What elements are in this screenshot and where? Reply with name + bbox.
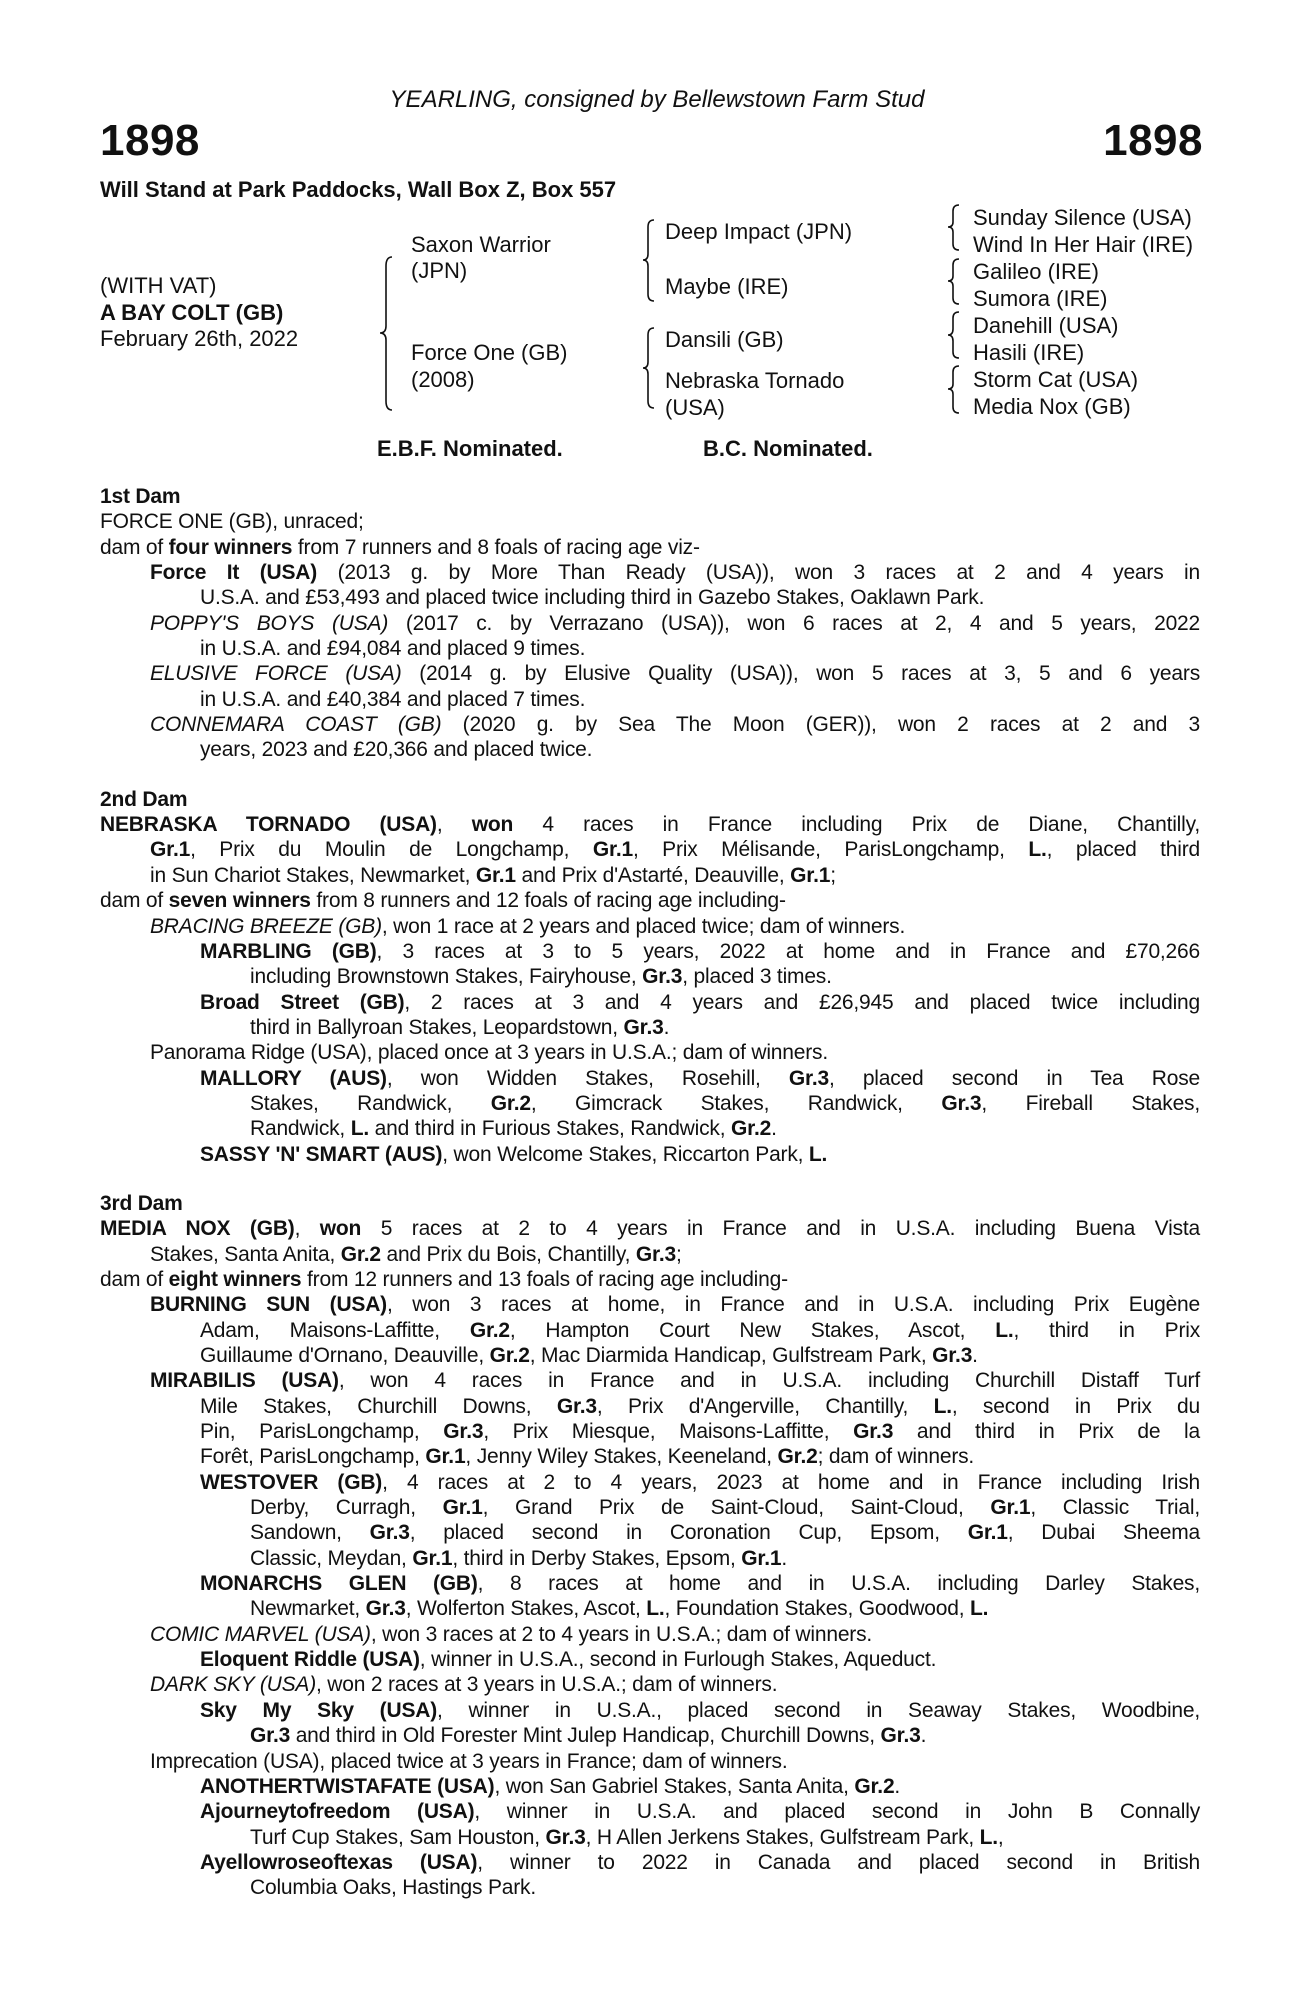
section-heading: 1st Dam: [100, 485, 181, 508]
dam-sire: Dansili (GB): [665, 327, 784, 352]
text: , Prix Mélisande, ParisLongchamp,: [632, 838, 1029, 862]
bold-text: won: [471, 813, 514, 837]
text: dam of: [100, 1267, 169, 1291]
text: , 3 races at 3 to 5 years, 2022 at home and in France and £70,266: [376, 939, 1200, 963]
dam-section: [0, 484, 1314, 763]
produce-entry: [0, 939, 1314, 990]
text: ,: [997, 1825, 1004, 1849]
gen4-ancestor: Sunday Silence (USA): [973, 205, 1192, 230]
bold-text: L.: [970, 1597, 989, 1621]
produce-entry: [0, 611, 1314, 662]
text: (2020 g. by Sea The Moon (GER)), won 2 races at 2 and 3: [441, 713, 1200, 737]
produce-entry: [0, 661, 1314, 712]
text-line: [100, 509, 1200, 534]
italic-text: ELUSIVE FORCE (USA): [150, 662, 402, 686]
pedigree-braces: [0, 0, 1314, 480]
text: Stakes, Santa Anita,: [150, 1242, 341, 1266]
bold-text: L.: [808, 1142, 828, 1166]
dam-year: (2008): [411, 367, 475, 392]
text: (2014 g. by Elusive Quality (USA)), won 5 races at 3, 5 and 6 years: [401, 662, 1200, 686]
text: in U.S.A. and £40,384 and placed 7 times.: [200, 687, 586, 711]
produce-entry: [0, 712, 1314, 763]
text: , won 1 race at 2 years and placed twice; dam of winners.: [381, 914, 906, 938]
brace-gen2-top: [643, 220, 654, 301]
bold-text: Gr.2: [489, 1344, 530, 1367]
text-line: [250, 1015, 1200, 1040]
text: , 4 races at 2 to 4 years, 2023 at home and in France including Irish: [382, 1470, 1200, 1494]
bold-text: MONARCHS GLEN (GB): [200, 1572, 478, 1596]
lot-number-right: 1898: [1103, 116, 1203, 165]
bold-text: Gr.3: [545, 1825, 586, 1849]
text-line: [150, 1292, 1200, 1317]
produce-entry: [0, 1774, 1314, 1799]
text: Stakes, Randwick,: [250, 1091, 491, 1115]
text: , winner in U.S.A. and placed second in John B Connally: [474, 1800, 1201, 1824]
foaling-date: February 26th, 2022: [100, 326, 299, 351]
produce-entry: [0, 1571, 1314, 1622]
text: and Prix d'Astarté, Deauville,: [515, 863, 791, 887]
bold-text: Gr.3: [443, 1420, 484, 1444]
bold-text: seven winners: [168, 889, 311, 913]
text: , Wolferton Stakes, Ascot,: [405, 1597, 647, 1621]
text: Pin, ParisLongchamp,: [200, 1420, 444, 1444]
ebf-nomination: E.B.F. Nominated.: [377, 436, 563, 461]
text: dam of: [100, 889, 169, 913]
bold-text: Gr.1: [442, 1496, 483, 1520]
text-line: [200, 1774, 1200, 1799]
brace-gen2-bottom: [643, 328, 654, 408]
text: Newmarket,: [250, 1597, 366, 1621]
text: , Jenny Wiley Stakes, Keeneland,: [465, 1445, 778, 1469]
text-line: [250, 1495, 1200, 1520]
brace-gen3: [948, 366, 959, 413]
bold-text: Gr.1: [475, 863, 516, 887]
text: , third in Derby Stakes, Epsom,: [452, 1546, 742, 1570]
bold-text: Ayellowroseoftexas (USA): [200, 1850, 478, 1874]
brace-gen3: [948, 312, 959, 358]
text: , won 4 races in France and in U.S.A. including Churchill Distaff Turf: [338, 1369, 1200, 1393]
text-line: [200, 1698, 1200, 1723]
text-line: [200, 990, 1200, 1015]
text-line: [250, 964, 1200, 989]
text-line: [250, 1546, 1200, 1571]
text-line: [200, 1850, 1200, 1875]
text-line: [250, 1825, 1200, 1850]
text: (2017 c. by Verrazano (USA)), won 6 races at 2, 4 and 5 years, 2022: [388, 611, 1201, 635]
text-line: [200, 1799, 1200, 1824]
gen4-ancestor: Media Nox (GB): [973, 394, 1131, 419]
text-line: [250, 1596, 1200, 1621]
text-line: [200, 737, 1200, 762]
produce-entry: [0, 1672, 1314, 1697]
gen4-ancestor: Galileo (IRE): [973, 259, 1099, 284]
produce-entry: [0, 888, 1314, 913]
italic-text: DARK SKY (USA): [150, 1673, 317, 1697]
text-line: [150, 611, 1200, 636]
produce-entry: [0, 1622, 1314, 1647]
text-line: [200, 1444, 1200, 1469]
text: Guillaume d'Ornano, Deauville,: [200, 1344, 490, 1367]
brace-gen3: [948, 205, 959, 250]
text: and third in Prix de la: [893, 1420, 1200, 1444]
produce-entry: [0, 509, 1314, 534]
text: (2013 g. by More Than Ready (USA)), won 3 races at 2 and 4 years in: [317, 561, 1201, 585]
text: .: [771, 1117, 777, 1141]
text-line: [200, 1470, 1200, 1495]
text: , placed second in Coronation Cup, Epsom,: [409, 1521, 968, 1545]
dam-name: Force One (GB): [411, 340, 568, 365]
text: Columbia Oaks, Hastings Park.: [250, 1876, 536, 1900]
bold-text: Gr.3: [250, 1724, 291, 1748]
section-heading: 3rd Dam: [100, 1191, 183, 1215]
bold-text: won: [319, 1217, 362, 1241]
sire-dam: Maybe (IRE): [665, 274, 789, 299]
text: , won Widden Stakes, Rosehill,: [386, 1066, 789, 1090]
bold-text: Gr.3: [642, 965, 683, 989]
text: from 8 runners and 12 foals of racing age including-: [310, 889, 786, 913]
text: Panorama Ridge (USA), placed once at 3 years in U.S.A.; dam of winners.: [150, 1041, 828, 1065]
bold-text: MIRABILIS (USA): [150, 1369, 339, 1393]
text-line: [200, 1343, 1200, 1368]
text: .: [894, 1774, 901, 1798]
text: Randwick,: [250, 1117, 351, 1141]
text: , 8 races at home and in U.S.A. including Darley Stakes,: [477, 1572, 1200, 1596]
text: Mile Stakes, Churchill Downs,: [200, 1394, 557, 1418]
bold-text: Gr.1: [741, 1546, 782, 1570]
text-line: [150, 1672, 1200, 1697]
text-line: [200, 1318, 1200, 1343]
text: , winner to 2022 in Canada and placed second in British: [477, 1850, 1200, 1874]
text-line: [150, 560, 1200, 585]
text: , H Allen Jerkens Stakes, Gulfstream Park,: [585, 1825, 980, 1849]
gen4-ancestor: Danehill (USA): [973, 313, 1119, 338]
text: , placed 3 times.: [682, 965, 832, 989]
text-line: [100, 812, 1200, 837]
italic-text: COMIC MARVEL (USA): [150, 1622, 371, 1646]
text: , won 3 races at 2 to 4 years in U.S.A.; dam of winners.: [370, 1622, 873, 1646]
bold-text: Ajourneytofreedom (USA): [200, 1800, 475, 1824]
bold-text: MEDIA NOX (GB): [100, 1217, 295, 1241]
bold-text: SASSY 'N' SMART (AUS): [200, 1142, 443, 1166]
bold-text: ANOTHERTWISTAFATE (USA): [200, 1774, 495, 1798]
bold-text: MALLORY (AUS): [200, 1066, 387, 1090]
text: , Foundation Stakes, Goodwood,: [664, 1597, 970, 1621]
text: , Prix d'Angerville, Chantilly,: [596, 1394, 934, 1418]
text: .: [663, 1015, 670, 1039]
text: dam of: [100, 535, 169, 559]
text-line: [200, 939, 1200, 964]
text: and Prix du Bois, Chantilly,: [380, 1242, 636, 1266]
text: .: [781, 1546, 787, 1570]
bold-text: Gr.3: [365, 1597, 406, 1621]
text-line: [200, 687, 1200, 712]
text: ,: [294, 1217, 320, 1241]
sire-name: Saxon Warrior: [411, 232, 551, 257]
bold-text: Gr.3: [556, 1394, 597, 1418]
bold-text: Sky My Sky (USA): [200, 1698, 438, 1722]
produce-entry: [0, 990, 1314, 1041]
text: U.S.A. and £53,493 and placed twice including third in Gazebo Stakes, Oaklawn Park.: [200, 586, 985, 610]
produce-entry: [0, 535, 1314, 560]
text: 4 races in France including Prix de Diane, Chantilly,: [513, 813, 1200, 837]
sire-sire: Deep Impact (JPN): [665, 219, 853, 244]
text-line: [200, 585, 1200, 610]
bc-nomination: B.C. Nominated.: [703, 436, 873, 461]
bold-text: Gr.3: [941, 1091, 982, 1115]
lot-number-left: 1898: [100, 116, 200, 165]
text: Forêt, ParisLongchamp,: [200, 1445, 426, 1469]
produce-entry: [0, 1698, 1314, 1749]
bold-text: Gr.3: [369, 1521, 410, 1545]
dam-dam-country: (USA): [665, 395, 725, 420]
text: ;: [675, 1242, 682, 1266]
bold-text: Gr.3: [932, 1344, 973, 1367]
produce-entry: [0, 1066, 1314, 1142]
text: 5 races at 2 to 4 years in France and in U.S.A. including Buena Vista: [361, 1217, 1200, 1241]
bold-text: Gr.2: [731, 1117, 772, 1141]
text-line: [250, 1091, 1200, 1116]
text: , Gimcrack Stakes, Randwick,: [530, 1091, 942, 1115]
produce-entry: [0, 1749, 1314, 1774]
dam-section: [0, 1191, 1314, 1901]
text: , 2 races at 3 and 4 years and £26,945 and placed twice including: [404, 990, 1200, 1014]
section-heading: 2nd Dam: [100, 787, 188, 811]
bold-text: Gr.2: [340, 1242, 381, 1266]
text-line: [250, 1520, 1200, 1545]
bold-text: Gr.1: [150, 838, 191, 862]
produce-entry: [0, 1292, 1314, 1368]
bold-text: Gr.2: [777, 1445, 818, 1469]
gen4-ancestor: Hasili (IRE): [973, 340, 1085, 365]
text: Imprecation (USA), placed twice at 3 years in France; dam of winners.: [150, 1749, 788, 1773]
bold-text: L.: [933, 1394, 952, 1418]
text-line: [200, 1419, 1200, 1444]
text: Adam, Maisons-Laffitte,: [200, 1318, 470, 1342]
consignor-line: YEARLING, consigned by Bellewstown Farm Stud: [389, 86, 925, 113]
produce-entry: [0, 1216, 1314, 1267]
bold-text: Gr.3: [788, 1066, 829, 1090]
text: , won 3 races at home, in France and in U.S.A. including Prix Eugène: [386, 1293, 1201, 1317]
produce-entry: [0, 1799, 1314, 1850]
text: , Grand Prix de Saint-Cloud, Saint-Cloud,: [482, 1496, 991, 1520]
text: ; dam of winners.: [817, 1445, 975, 1469]
horse-name: A BAY COLT (GB): [100, 300, 284, 325]
italic-text: POPPY'S BOYS (USA): [150, 611, 389, 635]
text: ;: [830, 863, 836, 887]
bold-text: Gr.1: [592, 838, 633, 862]
text: years, 2023 and £20,366 and placed twice.: [200, 738, 593, 762]
text: including Brownstown Stakes, Fairyhouse,: [250, 965, 643, 989]
bold-text: four winners: [168, 535, 293, 559]
text: , winner in U.S.A., second in Furlough Stakes, Aqueduct.: [419, 1648, 937, 1672]
produce-entry: [0, 560, 1314, 611]
text: , Classic Trial,: [1030, 1496, 1200, 1520]
text-line: [200, 636, 1200, 661]
text: Turf Cup Stakes, Sam Houston,: [250, 1825, 546, 1849]
text-line: [150, 1040, 1200, 1065]
produce-entry: [0, 914, 1314, 939]
text: Classic, Meydan,: [250, 1546, 413, 1570]
text-line: [200, 1142, 1200, 1167]
bold-text: L.: [350, 1117, 369, 1141]
text: , winner in U.S.A., placed second in Seaway Stakes, Woodbine,: [437, 1698, 1201, 1722]
bold-text: L.: [1028, 838, 1047, 862]
gen4-ancestor: Wind In Her Hair (IRE): [973, 232, 1194, 257]
text-line: [150, 1749, 1200, 1774]
bold-text: L.: [646, 1597, 665, 1621]
bold-text: Broad Street (GB): [200, 990, 405, 1014]
text: Derby, Curragh,: [250, 1496, 443, 1520]
bold-text: Gr.2: [854, 1774, 895, 1798]
gen4-ancestor: Storm Cat (USA): [973, 367, 1139, 392]
text: , Mac Diarmida Handicap, Gulfstream Park,: [529, 1344, 933, 1367]
text-line: [100, 888, 1200, 913]
text-line: [200, 1394, 1200, 1419]
text: , second in Prix du: [951, 1394, 1201, 1418]
sire-country: (JPN): [411, 258, 468, 283]
text: in U.S.A. and £94,084 and placed 9 times.: [200, 637, 586, 661]
produce-entry: [0, 1470, 1314, 1571]
text: .: [972, 1344, 978, 1367]
text-line: [200, 1647, 1200, 1672]
produce-entry: [0, 812, 1314, 888]
bold-text: Gr.3: [880, 1724, 921, 1748]
text-line: [250, 1723, 1200, 1748]
italic-text: CONNEMARA COAST (GB): [150, 713, 442, 737]
bold-text: Gr.2: [490, 1091, 531, 1115]
produce-entry: [0, 1368, 1314, 1469]
text: , won Welcome Stakes, Riccarton Park,: [442, 1142, 809, 1166]
text: , Hampton Court New Stakes, Ascot,: [509, 1318, 996, 1342]
gen4-ancestor: Sumora (IRE): [973, 286, 1108, 311]
text: and third in Old Forester Mint Julep Handicap, Churchill Downs,: [290, 1724, 881, 1748]
bold-text: L.: [979, 1825, 998, 1849]
text: third in Ballyroan Stakes, Leopardstown,: [250, 1015, 624, 1039]
produce-entry: [0, 1647, 1314, 1672]
dam-dam: Nebraska Tornado: [665, 368, 845, 393]
produce-entry: [0, 1850, 1314, 1901]
text: ,: [436, 813, 472, 837]
dam-section: [0, 787, 1314, 1167]
text: , won 2 races at 3 years in U.S.A.; dam of winners.: [316, 1673, 778, 1697]
brace-gen1: [380, 257, 392, 410]
bold-text: Gr.3: [623, 1015, 664, 1039]
bold-text: MARBLING (GB): [200, 939, 377, 963]
bold-text: Gr.3: [635, 1242, 676, 1266]
text-line: [200, 1066, 1200, 1091]
produce-entry: [0, 1040, 1314, 1065]
produce-record: [0, 484, 1314, 1901]
bold-text: WESTOVER (GB): [200, 1470, 383, 1494]
bold-text: Gr.2: [469, 1318, 510, 1342]
bold-text: Gr.1: [425, 1445, 466, 1469]
text-line: [150, 1368, 1200, 1393]
bold-text: Gr.1: [412, 1546, 453, 1570]
text: , third in Prix: [1013, 1318, 1201, 1342]
bold-text: eight winners: [168, 1267, 302, 1291]
text: , placed third: [1046, 838, 1201, 862]
bold-text: L.: [995, 1318, 1014, 1342]
produce-entry: [0, 1267, 1314, 1292]
brace-gen3: [948, 259, 959, 304]
text-line: [100, 1267, 1200, 1292]
text: , Dubai Sheema: [1007, 1521, 1200, 1545]
bold-text: Gr.1: [967, 1521, 1008, 1545]
bold-text: NEBRASKA TORNADO (USA): [100, 813, 437, 837]
text: from 7 runners and 8 foals of racing age viz-: [292, 535, 700, 559]
text: in Sun Chariot Stakes, Newmarket,: [150, 863, 476, 887]
text: from 12 runners and 13 foals of racing age including-: [301, 1267, 788, 1291]
bold-text: BURNING SUN (USA): [150, 1293, 387, 1317]
text: and third in Furious Stakes, Randwick,: [368, 1117, 731, 1141]
text: , placed second in Tea Rose: [828, 1066, 1200, 1090]
text: FORCE ONE (GB), unraced;: [100, 510, 364, 534]
bold-text: Gr.1: [990, 1496, 1031, 1520]
text: , Prix Miesque, Maisons-Laffitte,: [483, 1420, 854, 1444]
text: .: [920, 1724, 927, 1748]
text-line: [150, 1622, 1200, 1647]
text: , Prix du Moulin de Longchamp,: [190, 838, 593, 862]
produce-entry: [0, 1142, 1314, 1167]
text-line: [150, 1242, 1200, 1267]
italic-text: BRACING BREEZE (GB): [150, 914, 382, 938]
text-line: [150, 914, 1200, 939]
vat-note: (WITH VAT): [100, 273, 217, 298]
bold-text: Gr.1: [790, 863, 831, 887]
text-line: [100, 535, 1200, 560]
text: , Fireball Stakes,: [981, 1091, 1200, 1115]
stabling-location: Will Stand at Park Paddocks, Wall Box Z, Box 557: [100, 177, 617, 202]
text-line: [200, 1571, 1200, 1596]
text-line: [250, 1875, 1200, 1900]
text-line: [250, 1116, 1200, 1141]
text-line: [150, 863, 1200, 888]
bold-text: Force It (USA): [150, 561, 318, 585]
text: , won San Gabriel Stakes, Santa Anita,: [494, 1774, 855, 1798]
bold-text: Eloquent Riddle (USA): [200, 1648, 420, 1672]
text-line: [150, 837, 1200, 862]
text: Sandown,: [250, 1521, 370, 1545]
text-line: [150, 712, 1200, 737]
bold-text: Gr.3: [853, 1420, 894, 1444]
text-line: [150, 661, 1200, 686]
text-line: [100, 1216, 1200, 1241]
